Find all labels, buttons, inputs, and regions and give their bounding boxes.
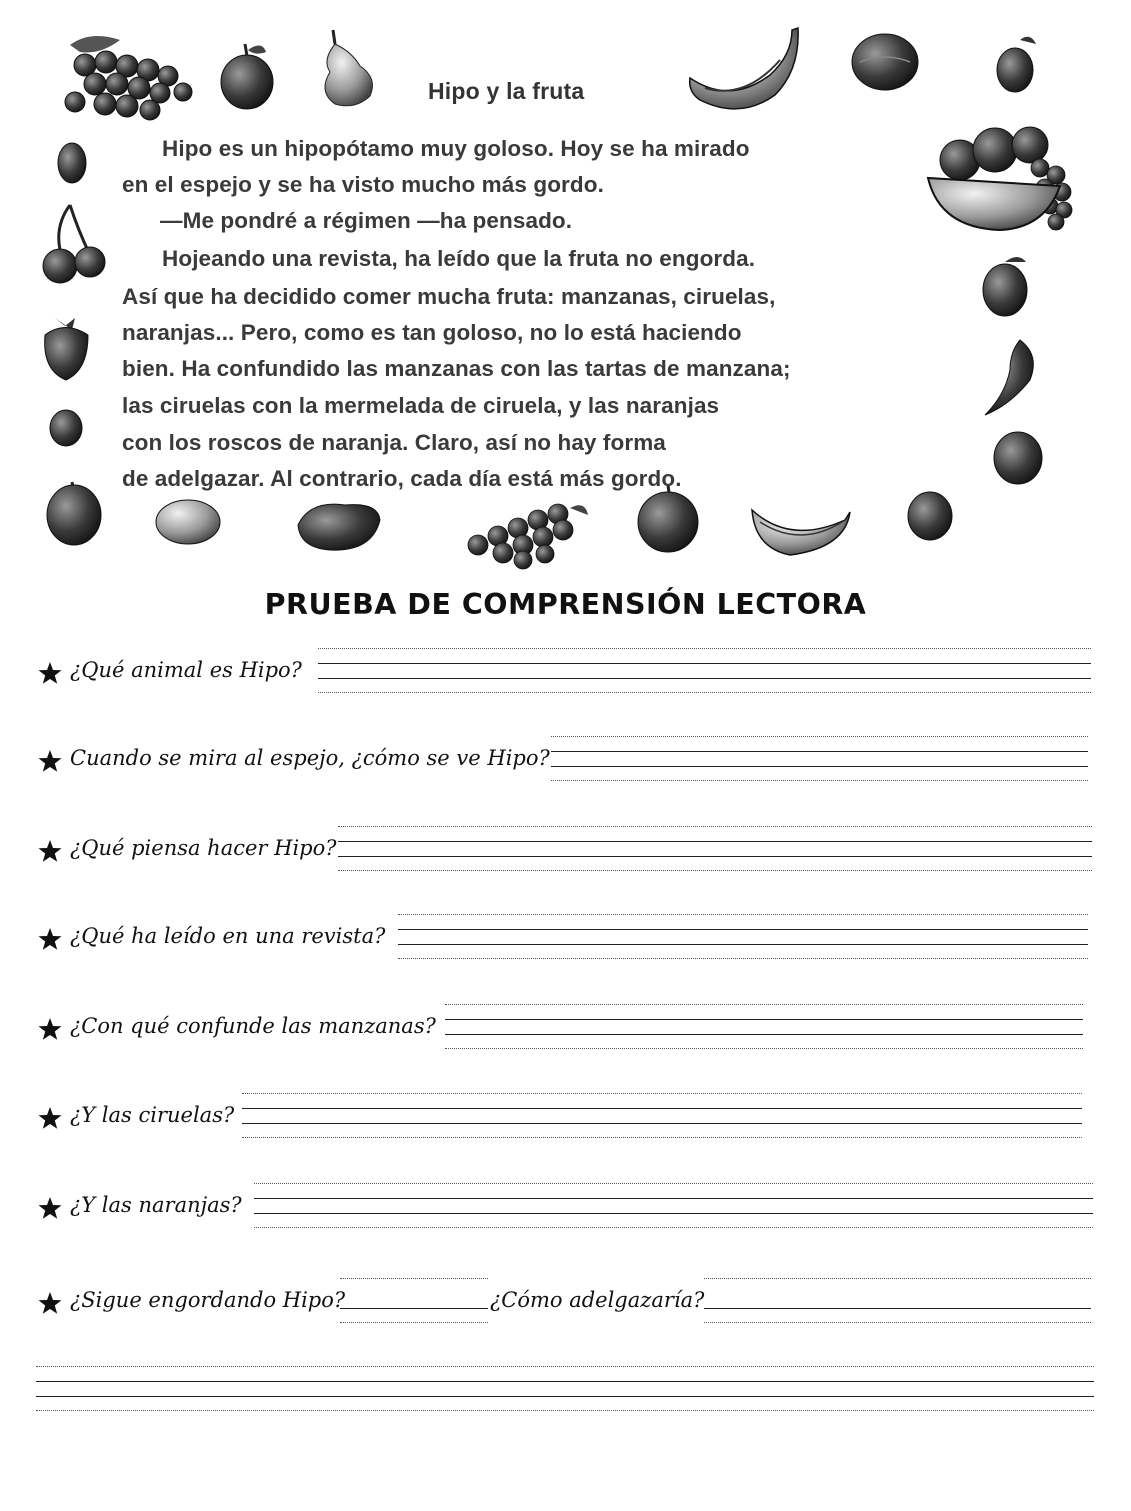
answer-lines[interactable] — [551, 728, 1088, 788]
question-text-secondary: ¿Cómo adelgazaría? — [490, 1288, 705, 1312]
apple-icon — [50, 410, 82, 446]
star-icon — [38, 1017, 62, 1041]
story-line: Así que ha decidido comer mucha fruta: manzanas, ciruelas, — [122, 284, 776, 309]
story-line: naranjas... Pero, como es tan goloso, no lo está haciendo — [122, 320, 742, 345]
answer-lines[interactable] — [340, 1270, 488, 1330]
story-line: Hojeando una revista, ha leído que la fruta no engorda. — [162, 246, 756, 271]
question-text: Cuando se mira al espejo, ¿cómo se ve Hipo? — [70, 746, 550, 770]
quiz-title: PRUEBA DE COMPRENSIÓN LECTORA — [264, 588, 867, 621]
story-panel — [0, 0, 1131, 585]
star-icon — [38, 927, 62, 951]
apple-icon — [58, 143, 86, 183]
answer-lines[interactable] — [704, 1270, 1091, 1330]
question-text: ¿Qué ha leído en una revista? — [70, 924, 386, 948]
question-text: ¿Qué animal es Hipo? — [70, 658, 302, 682]
star-icon — [38, 839, 62, 863]
story-line: las ciruelas con la mermelada de ciruela, y las naranjas — [122, 393, 720, 418]
story-line: de adelgazar. Al contrario, cada día está más gordo. — [122, 466, 682, 491]
star-icon — [38, 661, 62, 685]
extra-answer-lines[interactable] — [36, 1358, 1094, 1418]
melon-icon — [298, 504, 380, 550]
banana-icon — [752, 510, 850, 555]
banana-icon — [690, 28, 798, 109]
apple-icon — [908, 492, 952, 540]
question-text: ¿Qué piensa hacer Hipo? — [70, 836, 337, 860]
cherries-icon — [43, 205, 105, 283]
apple-icon — [983, 257, 1027, 316]
answer-lines[interactable] — [318, 640, 1091, 700]
story-line: Hipo es un hipopótamo muy goloso. Hoy se ha mirado — [162, 136, 750, 161]
apple-icon — [638, 485, 698, 552]
question-text: ¿Y las ciruelas? — [70, 1103, 235, 1127]
star-icon — [38, 1196, 62, 1220]
chili-pepper-icon — [985, 340, 1033, 415]
strawberry-icon — [45, 318, 88, 380]
apple-icon — [997, 37, 1036, 92]
story-line: con los roscos de naranja. Claro, así no hay forma — [122, 430, 666, 455]
answer-lines[interactable] — [242, 1085, 1082, 1145]
fruit-bowl-icon — [928, 127, 1072, 230]
grapes-icon — [65, 36, 192, 120]
answer-lines[interactable] — [445, 996, 1083, 1056]
lemon-icon — [156, 500, 220, 544]
apple-icon — [221, 44, 273, 109]
answer-lines[interactable] — [398, 906, 1088, 966]
pear-icon — [325, 30, 372, 106]
story-title: Hipo y la fruta — [428, 78, 585, 104]
star-icon — [38, 1291, 62, 1315]
story-line: bien. Ha confundido las manzanas con las tartas de manzana; — [122, 356, 791, 381]
star-icon — [38, 1106, 62, 1130]
melon-icon — [852, 34, 918, 90]
grapes-icon — [468, 504, 588, 569]
question-text: ¿Y las naranjas? — [70, 1193, 242, 1217]
apple-icon — [994, 432, 1042, 484]
question-text: ¿Con qué confunde las manzanas? — [70, 1014, 436, 1038]
story-line: —Me pondré a régimen —ha pensado. — [160, 208, 573, 233]
answer-lines[interactable] — [254, 1175, 1093, 1235]
story-line: en el espejo y se ha visto mucho más gordo. — [122, 172, 604, 197]
question-text: ¿Sigue engordando Hipo? — [70, 1288, 346, 1312]
answer-lines[interactable] — [338, 818, 1092, 878]
apple-icon — [47, 482, 101, 545]
star-icon — [38, 749, 62, 773]
